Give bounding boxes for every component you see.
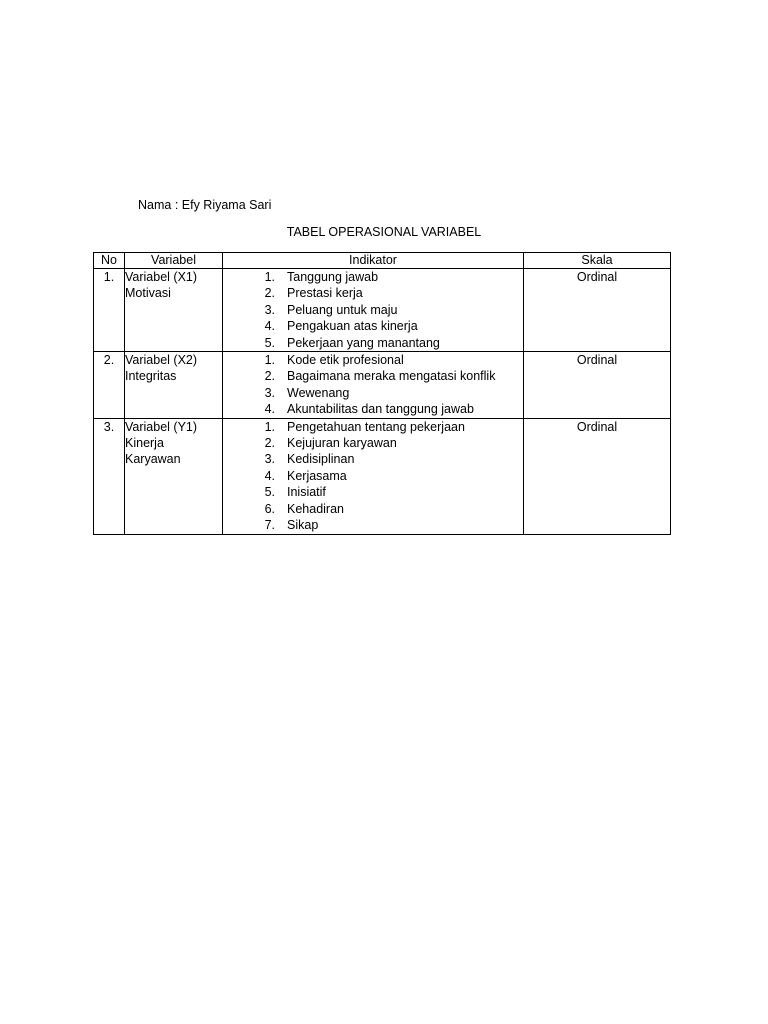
indicator-number: 3. bbox=[264, 452, 275, 467]
list-item bbox=[223, 501, 523, 517]
scale-cell: Ordinal bbox=[524, 418, 671, 534]
author-name: Nama : Efy Riyama Sari bbox=[138, 198, 272, 212]
variable-cell bbox=[125, 269, 223, 352]
scale-cell: Ordinal bbox=[524, 352, 671, 419]
list-item bbox=[223, 419, 523, 435]
indicator-number: 5. bbox=[264, 335, 275, 350]
list-item bbox=[223, 335, 523, 351]
indicator-number: 2. bbox=[264, 369, 275, 384]
variable-label: Integritas bbox=[125, 369, 177, 384]
variable-code: Variabel (X1) bbox=[125, 270, 198, 284]
list-item bbox=[223, 468, 523, 484]
indicator-number: 1. bbox=[264, 270, 275, 284]
column-header-no: No bbox=[94, 253, 125, 269]
list-item bbox=[223, 269, 523, 285]
document-title: TABEL OPERASIONAL VARIABEL bbox=[286, 225, 482, 239]
list-item bbox=[223, 385, 523, 401]
indicator-number: 4. bbox=[264, 402, 275, 417]
indicator-number: 4. bbox=[264, 319, 275, 334]
table-row bbox=[94, 418, 671, 534]
indicator-cell bbox=[223, 269, 524, 352]
indicator-text: Peluang untuk maju bbox=[287, 302, 398, 317]
list-item bbox=[223, 368, 523, 384]
indicator-text: Kedisiplinan bbox=[287, 452, 355, 467]
indicator-number: 3. bbox=[264, 385, 275, 400]
indicator-number: 1. bbox=[264, 419, 275, 434]
indicator-text: Kejujuran karyawan bbox=[287, 436, 397, 451]
table-row bbox=[94, 269, 671, 352]
list-item bbox=[223, 451, 523, 467]
indicator-text: Kerjasama bbox=[287, 468, 347, 483]
indicator-text: Kehadiran bbox=[287, 501, 344, 516]
variable-cell bbox=[125, 352, 223, 419]
indicator-text: Inisiatif bbox=[287, 485, 326, 500]
list-item bbox=[223, 484, 523, 500]
variable-label: Kinerja bbox=[125, 436, 164, 451]
variable-label: Motivasi bbox=[125, 286, 171, 301]
variable-code: Variabel (X2) bbox=[125, 353, 198, 368]
indicator-text: Prestasi kerja bbox=[287, 286, 363, 301]
indicator-number: 7. bbox=[264, 518, 275, 533]
list-item bbox=[223, 285, 523, 301]
scale-cell: Ordinal bbox=[524, 269, 671, 352]
row-number: 1. bbox=[94, 269, 125, 352]
indicator-number: 6. bbox=[264, 501, 275, 516]
indicator-number: 3. bbox=[264, 302, 275, 317]
indicator-number: 2. bbox=[264, 436, 275, 451]
list-item bbox=[223, 435, 523, 451]
list-item bbox=[223, 401, 523, 417]
indicator-text: Tanggung jawab bbox=[287, 270, 379, 284]
indicator-cell bbox=[223, 352, 524, 419]
operational-variable-table bbox=[93, 252, 671, 535]
indicator-text: Pengetahuan tentang pekerjaan bbox=[287, 419, 465, 434]
table-row bbox=[94, 352, 671, 419]
column-header-variabel: Variabel bbox=[125, 253, 223, 269]
indicator-text: Kode etik profesional bbox=[287, 353, 404, 368]
indicator-text: Sikap bbox=[287, 518, 319, 533]
indicator-text: Pengakuan atas kinerja bbox=[287, 319, 418, 334]
list-item bbox=[223, 302, 523, 318]
list-item bbox=[223, 517, 523, 533]
indicator-number: 4. bbox=[264, 468, 275, 483]
indicator-number: 2. bbox=[264, 286, 275, 301]
variable-label: Karyawan bbox=[125, 452, 181, 467]
column-header-skala: Skala bbox=[524, 253, 671, 269]
indicator-number: 5. bbox=[264, 485, 275, 500]
indicator-text: Bagaimana meraka mengatasi konflik bbox=[287, 369, 496, 384]
indicator-cell bbox=[223, 418, 524, 534]
indicator-list bbox=[223, 269, 523, 351]
table-header-row bbox=[94, 253, 671, 269]
indicator-list bbox=[223, 419, 523, 534]
list-item bbox=[223, 352, 523, 368]
list-item bbox=[223, 318, 523, 334]
indicator-text: Pekerjaan yang manantang bbox=[287, 335, 440, 350]
indicator-text: Akuntabilitas dan tanggung jawab bbox=[287, 402, 474, 417]
indicator-number: 1. bbox=[264, 353, 275, 368]
column-header-indikator: Indikator bbox=[223, 253, 524, 269]
row-number: 3. bbox=[94, 418, 125, 534]
indicator-text: Wewenang bbox=[287, 385, 350, 400]
variable-code: Variabel (Y1) bbox=[125, 419, 198, 434]
variable-cell bbox=[125, 418, 223, 534]
indicator-list bbox=[223, 352, 523, 418]
row-number: 2. bbox=[94, 352, 125, 419]
